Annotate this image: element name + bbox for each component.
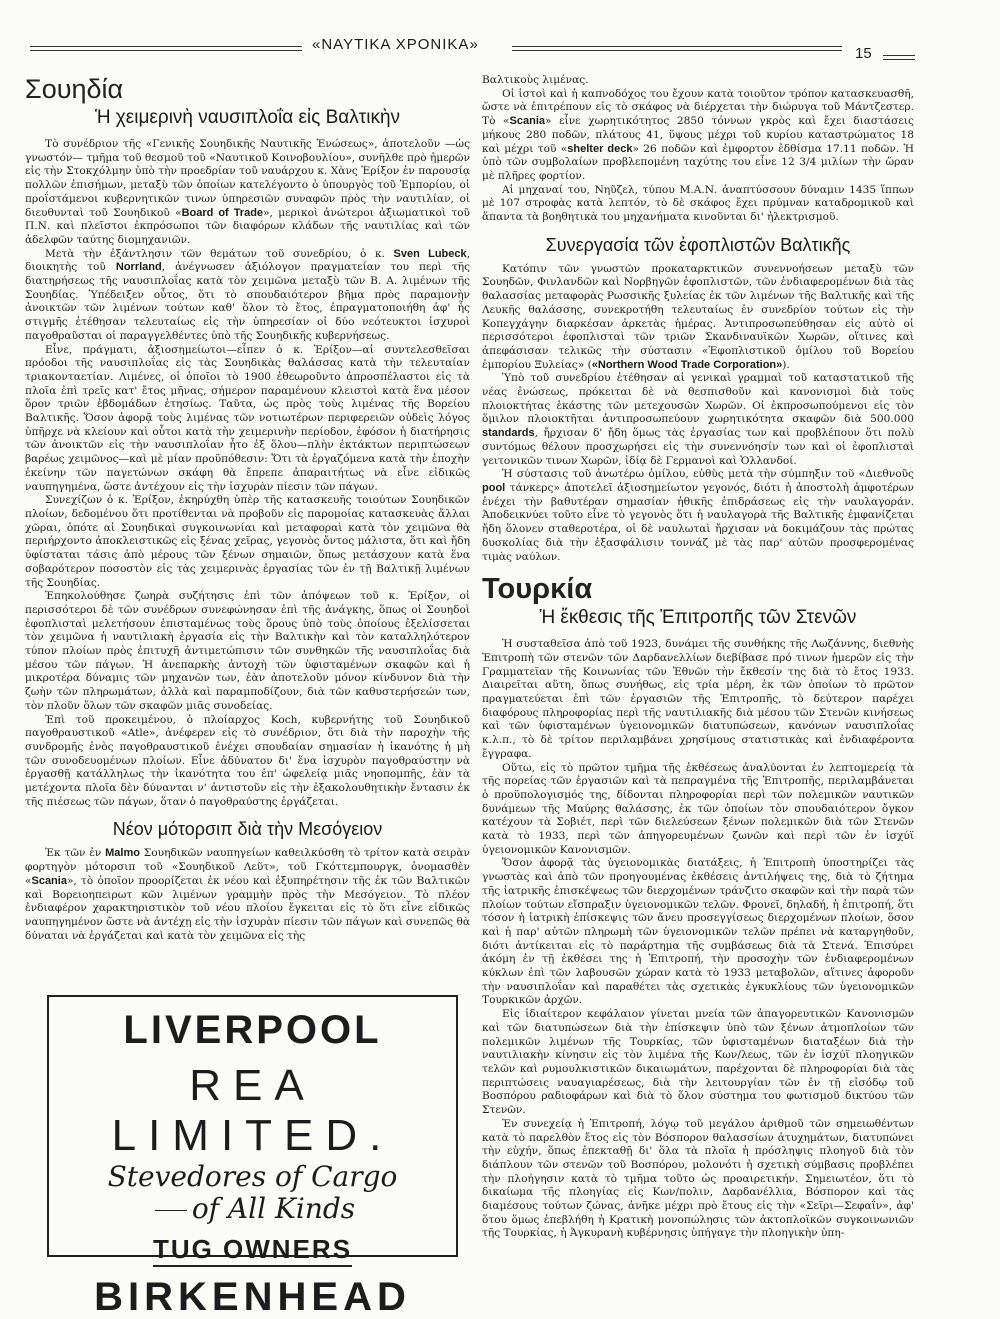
term-sven-lubeck: Sven Lubeck (393, 247, 467, 260)
paragraph: Ἡ σύστασις τοῦ ἀνωτέρω ὁμίλου, εὐθὺς μετὰ τὴν σύμπηξιν τοῦ «Διεθνοῦς pool τάνκερς» ἀποτελεῖ ἀξιοσημείωτον γεγονός, διότι ἡ ἀποστολὴ ἀμφοτέρων ἐνέχει τὴν βαθυτέραν σημασίαν ἠθικῆς ἐπιδράσεως εἰς τὴν ναυλαγοράν. Ἀποδεικνύει τοῦτο εἶνε τὸ γεγονὸς ὅτι ἡ ναυλαγορὰ τῆς Βαλτικῆς ἐμφανίζεται ἤδη ὅλονεν σταθεροτέρα, οἱ δὲ ναυλωταὶ ἤρχισαν νὰ δοκιμάζουν τὰς πρώτας δυσκολίας διὰ τὴν ἐξασφάλισιν τοννάζ μὲ τὰς παρ' αὐτῶν προσφερομένας τιμὰς ναύλων. (482, 468, 914, 563)
country-heading: Τουρκία (482, 573, 593, 606)
term-scania: Scania (31, 874, 67, 887)
ad-tug-owners: TUG OWNERS (49, 1235, 456, 1263)
paragraph: Εἶνε, πράγματι, ἀξιοσημείωτοι—εἶπεν ὁ κ. Ἐρίξον—αἱ συντελεσθεῖσαι πρόοδοι τῆς ναυσιπλοΐας εἰς τὰς Σουηδικὰς θαλάσσας κατὰ τὴν τελευταίαν τριακονταετίαν. Λιμένες, οἱ ὁποῖοι τὸ 1900 ἐθεωροῦντο ἀπροσπέλαστοι εἰς τὰ πλοῖα ἐπὶ τρεῖς κατ' ἔτος μῆνας, σήμερον παραμένουν κλειστοὶ κατὰ ἕνα μέσον ὅρον τριῶν ἑβδομάδων ἐτησίως. Ταῦτα, ὡς πρὸς τοὺς λιμένας τῆς Βορείου Βαλτικῆς. Ὅσον ἀφορᾷ τοὺς λιμένας τῶν νοτιωτέρων περιφερειῶν οὐδεὶς λόγος ὑπῆρχε νὰ κλείουν καὶ οὗτοι κατὰ τὴν χειμερινὴν περίοδον, ἐφόσον ἡ διατήρησις τῶν ἀνοικτῶν εἰς τὴν ναυσιπλοΐαν ἦτο ἐξ ὅλου—πλὴν ἐκτάκτων περιπτώσεων βαρέως χειμῶνος—καὶ μὲ μίαν προϋπόθεσιν: Ὅτι τὰ ἐργαζόμενα κατὰ τὴν ἐποχὴν ἐκείνην τῶν παγετώνων σκάφη θὰ ἔπρεπε ἀπαραιτήτως νὰ εἶνε εἰδικῶς ναυπηγημένα, ὥστε ἀντέχουν εἰς τὴν ἰσχυρὰν πίεσιν τῶν πάγων. (25, 343, 470, 493)
paragraph: Συνεχίζων ὁ κ. Ἐρίξον, ἐκηρύχθη ὑπὲρ τῆς κατασκευῆς τοιούτων Σουηδικῶν πλοίων, δεδομένου ὅτι προτίθενται νὰ προβοῦν εἰς παρομοίας κατασκευὰς ἄλλαι χῶραι, ὁπότε αἱ Σουηδικαὶ συγκοινωνίαι καὶ μεταφοραὶ κατὰ τὸν χειμῶνα θὰ περιήρχοντο ἀποκλειστικῶς εἰς ξένας χεῖρας, γεγονὸς ὄντος μάλιστα, ὅτι καὶ ἤδη ὑφίσταται τάσις ἀπὸ μέρους τῶν ξένων σημαιῶν, ὅπως μετάσχουν κατὰ ἕνα σοβαρότερον ποσοστὸν εἰς τὰς χειμερινὰς ἐργασίας τῶν ἐν τῇ Βαλτικῇ λιμένων τῆς Σουηδίας. (25, 494, 470, 589)
advertisement-box (47, 995, 458, 1319)
country-heading: Σουηδία (25, 74, 124, 104)
term-scania: Scania (509, 115, 545, 128)
magazine-title: «ΝΑΥΤΙΚΑ ΧΡΟΝΙΚΑ» (312, 36, 479, 53)
ad-port: BIRKENHEAD (94, 1275, 411, 1319)
term-pool: pool (482, 481, 506, 494)
header-rule-left (30, 46, 302, 51)
paragraph: Ὅσον ἀφορᾷ τὰς ὑγειονομικὰς διατάξεις, ἡ Ἐπιτροπὴ ὑποστηρίζει τὰς γνωστὰς καὶ ἀπὸ τῶν προηγουμένας ἐκθέσεις ἀντιλήψεις της, διὰ τὸ ζήτημα τῆς ἰατρικῆς ἐπισκέψεως τῶν διερχομένων τράνζιτο σκαφῶν καὶ τὴν παρὰ τῶν πλοίων τούτων εἴσπραξιν ὑγειονομικῶν τελῶν. Φρονεῖ, δηλαδή, ἡ ἐπιτροπή, ὅτι τόσον ἡ ἰατρικὴ ἐπίσκεψις τῶν ἄνευ προσεγγίσεως διερχομένων πλοίων, ὅσον καὶ ἡ παρ' αὐτῶν πληρωμὴ τῶν ὑγειονομικῶν τελῶν πρέπει νὰ καταργηθοῦν, διότι ἀντίκειται εἰς τὸ παράρτημα τῆς συμβάσεως διὰ τὰ Στενά. Ἐπισύρει ἀκόμη ἐν τῇ ἐκθέσει της ἡ Ἐπιτροπή, τὴν προσοχὴν τῶν ἐνδιαφερομένων κύκλων ἐπὶ τῶν λαβουσῶν χώραν κατὰ τὸ 1933 μεταβολῶν, αἵτινες ἀφοροῦν τὴν ναυσιπλοΐαν καὶ παραθέτει τὰς σχετικὰς ἐγκυκλίους τῶν ὑγειονομικῶν Τουρκικῶν ἀρχῶν. (482, 857, 914, 1007)
term-board-of-trade: Board of Trade (181, 206, 264, 219)
paragraph: Οἱ ἱστοὶ καὶ ἡ καπνοδόχος του ἔχουν κατὰ τοιοῦτον τρόπον κατασκευασθῆ, ὥστε νὰ ἐπιτρέπουν εἰς τὸ σκάφος νὰ διέρχεται τὴν διώρυγα τοῦ Μάντζεστερ. Τὸ «Scania» εἶνε χωρητικότητος 2850 τόννων γκρὸς καὶ ἔχει διαστάσεις μήκους 280 ποδῶν, πλάτους 41, ὕψους μέχρι τοῦ κυρίου καταστρώματος 18 καὶ μέχρι τοῦ «shelter deck» 26 ποδῶν καὶ ἐμφορτον ἐδθίσμα 17.11 ποδῶν. Ἡ ὑπὸ τῶν συμβολαίων προβλεπομένη ταχύτης του εἶνε 12 3/4 μιλίων τὴν ὥραν μὲ πλῆρες φορτίον. (482, 87, 914, 182)
paragraph: Ἡ συσταθεῖσα ἀπὸ τοῦ 1923, δυνάμει τῆς συνθήκης τῆς Λωζάννης, διεθνὴς Ἐπιτροπὴ τῶν στενῶν τῶν Δαρδανελλίων διεβίβασε πρό τινων ἡμερῶν εἰς τὴν Γραμματεῖαν τῆς Κοινωνίας τῶν Ἐθνῶν τὴν ἔκθεσίν της διὰ τὸ ἔτος 1933. Διαιρεῖται αὕτη, ὅπως συνήθως, εἰς τρία μέρη, ἐκ τῶν ὁποίων τὸ πρῶτον πραγματεύεται ἐπὶ τῶν ἐργασιῶν τῆς Ἐπιτροπῆς, τὸ δεύτερον παρέχει διαφόρους πληροφορίας περὶ τῆς ναυτιλιακῆς διὰ μέσου τῶν Στενῶν κινήσεως καὶ τῶν ὑφισταμένων ὑγειονομικῶν διατυπώσεων, κανόνων ναυσιπλοΐας κ.λ.π., τὸ δὲ τρίτον περιλαμβάνει χρησίμους στατιστικὰς καὶ ἐνδιαφέροντα ἔγγραφα. (482, 638, 914, 760)
paragraph: Ἐκ τῶν ἐν Malmo Σουηδικῶν ναυπηγείων καθειλκύσθη τὸ τρίτον κατὰ σειρὰν φορτηγὸν μότορσιπ τοῦ «Σουηδικοῦ Λεῦτ», τοῦ Γκόττεμπουργκ, ὀνομασθὲν «Scania», τὸ ὁποῖον προορίζεται ἐκ νέου καὶ ἐξυπηρέτησιν τῆς ἐκ τῶν Βαλτικῶν καὶ Βορειοηπειρωτ κῶν λιμένων γραμμὴν πρὸς τὴν Μεσόγειον. Τὸ πλέον ἐνδιαφέρον χαρακτηριστικὸν τοῦ νέου πλοίου ἔγκειται εἰς τὸ ὅτι εἶνε εἰδικῶς ναυπηγημένον ὥστε νὰ ἀντέχῃ εἰς τὴν ἰσχυρὰν πίεσιν τῶν πάγων καὶ συνεπῶς θὰ δύναται νὰ ἐργάζεται καὶ κατὰ τὸν χειμῶνα εἰς τὴς (25, 847, 470, 942)
paragraph: Βαλτικοὺς λιμένας. (482, 74, 589, 86)
section-subheading: Νέον μότορσιπ διὰ τὴν Μεσόγειον (112, 819, 383, 840)
paragraph: Ἐν συνεχείᾳ ἡ Ἐπιτροπή, λόγῳ τοῦ μεγάλου ἀριθμοῦ τῶν σημειωθέντων κατὰ τὸ παρελθὸν ἔτος εἰς τὸν Βόσπορον θαλασσίων ἀτυχημάτων, διατυπώνει τὴν εὐχήν, ὅπως ἐπεκταθῇ δι' ὅλα τὰ πλοῖα ἡ πρόσληψις πλοηγοῦ διὰ τὸν διάπλουν τῶν στενῶν τοῦ Βοσπόρου, μολονότι ἡ σχετικὴ σύμβασις προβλέπει τὴν πλοήγησιν κατὰ τὸ τμῆμα τοῦτο ὡς προαιρετικήν. Σημειωτέον, ὅτι τὸ δικαίωμα τῆς πλοηγίας εἰς Κων/πολιν, Δαρδανέλλια, Βόσπορον καὶ τὰς διαμέσους τούτων ζώνας, ἀνῆκε μέχρι πρὸ ἔτους εἰς τὴν «Σεῖρι—Σεφαΐν», ἀφ' ὅτου ὅμως ἐπεβλήθη ἡ Κρατικὴ μονοπώλησις τῶν ἀκτοπλοϊκῶν συγκοινωνιῶν τῆς Τουρκίας, ἡ Ἀγκυρανὴ κυβέρνησις ὑπήγαγε τὴν πλοηγικὴν ὑπη- (482, 1117, 914, 1240)
term-northern-wood: «Northern Wood Trade Corporation» (591, 358, 783, 371)
left-column (25, 74, 470, 976)
ad-company: REA LIMITED. (111, 1061, 394, 1160)
article-subtitle: Ἡ χειμερινὴ ναυσιπλοΐα εἰς Βαλτικὴν (94, 107, 401, 128)
page-number: 15 (855, 45, 872, 62)
header-rule-far-right (883, 55, 915, 60)
paragraph: Ἐπὶ τοῦ προκειμένου, ὁ πλοίαρχος Koch, κυβερνήτης τοῦ Σουηδικοῦ παγοθραυστικοῦ «Atle», ἀνέφερεν εἰς τὸ συνέδριον, ὅτι διὰ τὴν παροχὴν τῆς συνδρομῆς ἑνὸς παγοθραυστικοῦ ἐνέχει σπουδαίαν σημασίαν ἡ ἱκανότης ἡ μὴ τῶν συνοδευομένων πλοίων. Εἶνε ἀδύνατον δι' ἕνα ἰσχυρὸν παγοθραύστην νὰ ἐργασθῇ κατάλληλως τὴν ἱκανότητα του ἐπ' ὠφελείᾳ μιᾶς νηοπομπῆς, ἐὰν τὰ μετέχοντα πλοῖα δὲν δύνανται ν' ἀντιστοῦν εἰς τὴν ἐξακολουθητικὴν ἔντασιν ἐκ τῆς πιέσεως τῶν πάγων, ὅταν ὁ παγοθραύστης ἐργάζεται. (25, 713, 470, 808)
paragraph: Αἱ μηχαναί του, Νηῦζελ, τύπου Μ.Α.Ν. ἀναπτύσσουν δύναμιν 1435 ἵππων μὲ 107 στροφὰς κατὰ λεπτόν, τὸ δὲ σκάφος ἔχει πρύμναν καταδρομικοῦ καὶ ἅπαντα τὰ βοηθητικὰ του μηχανήματα κινοῦνται δι' ἠλεκτρισμοῦ. (482, 183, 914, 224)
term-malmo: Malmo (105, 847, 140, 860)
header-rule-right (512, 46, 842, 51)
paragraph: Τὸ συνέδριον τῆς «Γενικῆς Σουηδικῆς Ναυτικῆς Ἑνώσεως», ἀποτελοῦν —ὡς γνωστόν— τμῆμα τοῦ θεσμοῦ τοῦ «Ναυτικοῦ Κοινοβουλίου», συνῆλθε πρὸ ἡμερῶν εἰς τὴν Στοκχόλμην ὑπὸ τὴν προεδρίαν τοῦ ναυάρχου κ. Χὰνς Ἐρίξον ἐν παρουσίᾳ πολλῶν ἐπισήμων, μεταξὺ τῶν ὁποίων κατελέγοντο ὁ ὑπουργὸς τοῦ Ἐμπορίου, οἱ προΐστάμενοι κυβερνητικῶν τινων ὑπηρεσιῶν συναφῶν πρὸς τὴν ναυτιλίαν, οἱ διευθυνταὶ τοῦ Σουηδικοῦ «Board of Trade», μερικοὶ ἀνώτεροι ἀξιωματικοὶ τοῦ Π.Ν. καὶ πλεῖστοι ἐκπρόσωποι τῶν διαφόρων κλάδων τῆς ναυτιλίας καὶ τῶν ἀδελφῶν ταύτης διομηχανιῶν. (25, 138, 470, 246)
paragraph: Εἰς ἰδιαίτερον κεφάλαιον γίνεται μνεία τῶν ἀπαγορευτικῶν Κανονισμῶν καὶ τῶν διατυπώσεων διὰ τὴν ἐπίσκεψιν ὑπὸ τῶν ξένων ἀτμοπλοίων τῶν πολεμικῶν λιμένων τῆς Τουρκίας, τῶν ὑφισταμένων διαταξέων διὰ τὴν ναυτιλιακὴν κίνησιν εἰς τὸν λιμένα τῆς Κων/λεως, τῶν ἐν ἰσχύϊ πλοηγικῶν τελῶν καὶ ρυμουλκιστικῶν δικαιωμάτων, παρέχονται δὲ πληροφορίαι διὰ τὰς περιπτώσεις ναυαγιαρέσεως, διὰ τὴν λειτουργίαν τῶν ἐν τῇ εἰσόδῳ τοῦ Βοσπόρου ραδιοφάρων καὶ διὰ τὸ ὅλον σύστημα του φωτισμοῦ δικτύου τῶν Στενῶν. (482, 1008, 914, 1117)
paragraph: Κατόπιν τῶν γνωστῶν προκαταρκτικῶν συνεννοήσεων μεταξὺ τῶν Σουηδῶν, Φινλανδῶν καὶ Νορβηγῶν ἐφοπλιστῶν, τῶν ἐνδιαφερομένων διὰ τὰς θαλασσίας μεταφορὰς Ρωσσικῆς ξυλείας ἐκ τῶν λιμένων τῆς Βαλτικῆς καὶ τῆς Λευκῆς θαλάσσης, συνεκροτήθη τελευταίως ἐν συνεδρίον τούτων εἰς τὴν Κοπεγχάγην διαρκέσαν ἀρκετὰς ἡμέρας. Ἀντιπροσωπεύθησαν εἰς αὐτὸ οἱ περισσότεροι ἐφοπλισταὶ τῶν τριῶν Σκανδιναυϊκῶν Χωρῶν, οἵτινες καὶ ἀπεφάσισαν τελικῶς τὴν σύστασιν «Ἐφοπλιστικοῦ ὁμίλου τοῦ Βορείου ἐμπορίου Ξυλείας» («Northern Wood Trade Corporation»). (482, 262, 914, 371)
section-subheading: Συνεργασία τῶν ἐφοπλιστῶν Βαλτικῆς (545, 234, 851, 255)
dash-ornament (155, 1210, 187, 1211)
article-subtitle: Ἡ ἔκθεσις τῆς Ἐπιτροπῆς τῶν Στενῶν (539, 607, 857, 629)
paragraph: Ἐπηκολούθησε ζωηρὰ συζήτησις ἐπὶ τῶν ἀπόψεων τοῦ κ. Ἐρίξον, οἱ περισσότεροι δὲ τῶν συνέδρων συνεφώνησαν ἐπὶ τῆς ἀνάγκης, ὅπως οἱ Σουηδοὶ ἐφοπλισταὶ μελετήσουν ἐπισταμένως τοὺς ὅρους ὑπὸ τοὺς ὁποίους ἐξελίσσεται τὸν χειμῶνα ἡ ναυτιλιακὴ ἐργασία εἰς τὴν Βαλτικὴν καὶ τὸν καταλληλότερον τύπον πλοίων πρὸς ἐπιτυχῆ ἀντιμετώπισιν τῶν συνθηκῶν τῆς ναυσιπλοΐας διὰ μέσου τῶν πάγων. Ἡ ἀνεπαρκὴς ἀντοχὴ τῶν ὑφισταμένων σκαφῶν καὶ ἡ μικροτέρα δύναμις τῶν μηχανῶν των, ἐὰν ἀποτελοῦν μόνον κίνδυνον διὰ τὴν ζωὴν τῶν πληρωμάτων, ἀλλὰ καὶ παραμποδίζουν, διὰ τῶν καθυστερήσεών των, τὸν πλοῦν ὅλων τῶν σκαφῶν μιᾶς συνοδείας. (25, 590, 470, 712)
term-shelter-deck: shelter deck (567, 142, 633, 155)
paragraph: Μετὰ τὴν ἐξάντλησιν τῶν θεμάτων τοῦ συνεδρίου, ὁ κ. Sven Lubeck, διοικητὴς τοῦ Norrland, ἀνέγνωσεν ἀξιόλογον πραγματείαν του περὶ τῆς διατηρήσεως τῆς ναυσιπλοΐας κατὰ τὸν χειμῶνα μεταξὺ τῶν Β. Α. λιμένων τῆς Σουηδίας. Ὑπέδειξεν οὗτος, ὅτι τὸ σπουδαιότερον βῆμα πρὸς παραμονὴν ἀνοικτῶν τῶν λιμένων τούτων καθ' ὅλον τὸ ἔτος, ἐπραγματοποιήθη ἀφ' ἧς στιγμῆς ἐτέθησαν τελευταίως εἰς τὴν ὑπηρεσίαν οἱ δύο νεότευκτοι ἰσχυροὶ παγοθραῦσται οἱ παραγγελθέντες ὑπὸ τῆς Σουηδικῆς κυβερνήσεως. (25, 247, 470, 342)
paragraph: Οὕτω, εἰς τὸ πρῶτον τμῆμα τῆς ἐκθέσεως ἀναλύονται ἐν λεπτομερείᾳ τὰ τῆς πορείας τῶν ἐργασιῶν καὶ τὰ πεπραγμένα τῆς Ἐπιτροπῆς, περιλαμβάνεται ὁ προϋπολογισμός της, δίδονται πληροφορίαι περὶ τῶν πολεμικῶν ναυτικῶν δυνάμεων τῆς Μαύρης θαλάσσης, ἐκ τῶν ὁποίων τὸν σπουδαιότερον ὄγκον κατέχουν τὰ Σοβιέτ, περὶ τῶν διελεύσεων ξένων πολεμικῶν διὰ τῶν Στενῶν κατὰ τὸ 1933, περὶ τῶν ἀπηγορευμένων ζωνῶν καὶ περὶ τῶν ἐν ἰσχύϊ ὑγειονομικῶν Κανονισμῶν. (482, 761, 914, 856)
ad-city: LIVERPOOL (123, 1008, 382, 1052)
ad-line-2: of All Kinds (49, 1193, 456, 1225)
right-column (482, 74, 914, 1274)
term-standards: standards (482, 427, 535, 440)
term-norrland: Norrland (115, 261, 162, 274)
ad-line-1: Stevedores of Cargo (107, 1160, 398, 1193)
paragraph: Ὑπὸ τοῦ συνεδρίου ἐτέθησαν αἱ γενικαὶ γραμμαὶ τοῦ καταστατικοῦ τῆς νέας ἑνώσεως, πρόκειται δὲ νὰ θεσπισθοῦν καὶ κανονισμοὶ διὰ τοὺς πλοιοκτήτας ἑκάστης τῶν μετεχουσῶν Χωρῶν. Οἱ ἐκπροσωπούμενοι εἰς τὸν ὅμιλον πλοιοκτῆται ἀντιπροσωπεύουν χωρητικότητα σκαφῶν διὰ 500.000 standards, ἤρχισαν δ' ἤδη ὅμως τὰς ἐργασίας των καὶ προβλέπουν ὅτι πολὺ συντόμως θέλουν προσχωρήσει εἰς τὴν συνεννόησίν των καὶ οἱ ἐφοπλισταὶ γειτονικῶν τινων Χωρῶν, ἰδίᾳ δὲ Γερμανοὶ καὶ Ὁλλανδοί. (482, 372, 914, 467)
